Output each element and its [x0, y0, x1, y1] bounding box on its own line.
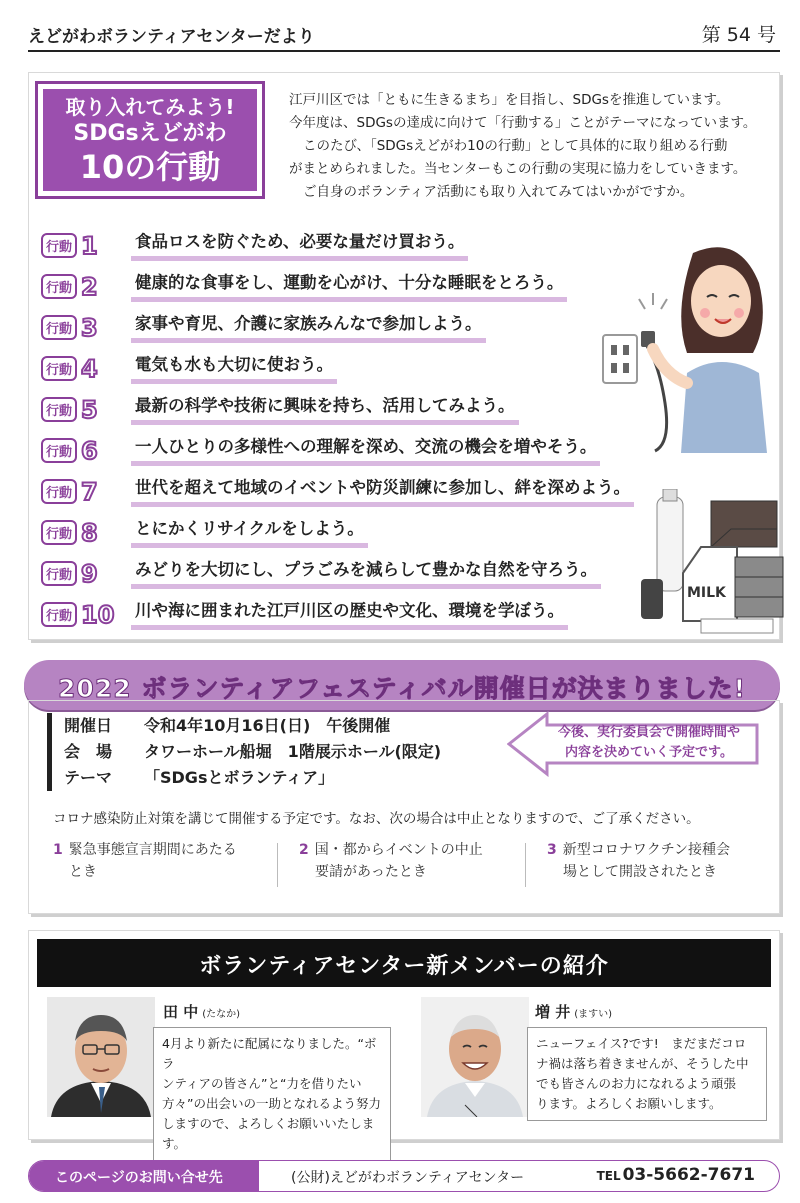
message-line: 方々”の出会いの一助となれるよう努力	[162, 1096, 381, 1111]
festival-info	[47, 713, 441, 791]
action-number: 6	[81, 436, 98, 465]
action-item	[41, 553, 701, 594]
action-number: 5	[81, 395, 98, 424]
theme-value: 「SDGsとボランティア」	[144, 768, 335, 787]
sdgs-intro	[289, 89, 775, 204]
contact-phone	[597, 1165, 755, 1185]
action-text: 最新の科学や技術に興味を持ち、活用してみよう。	[131, 395, 519, 425]
action-item	[41, 471, 701, 512]
member-photo	[421, 997, 529, 1117]
action-label: 行動	[41, 315, 77, 340]
issue-number: 第 54 号	[701, 24, 776, 46]
action-text: 電気も水も大切に使おう。	[131, 354, 337, 384]
action-label: 行動	[41, 274, 77, 299]
intro-line: このたび、「SDGsえどがわ10の行動」として具体的に取り組める行動	[303, 138, 728, 154]
condition-text: 国・都からイベントの中止	[314, 842, 483, 858]
festival-venue-row	[64, 739, 441, 765]
schedule-note	[507, 711, 761, 777]
venue-value: タワーホール船堀 1階展示ホール(限定)	[144, 742, 442, 761]
new-members-section	[28, 930, 780, 1151]
members-headline: ボランティアセンター新メンバーの紹介	[199, 954, 609, 979]
condition-number: 2	[299, 842, 309, 858]
contact-footer	[28, 1160, 780, 1192]
member-message	[527, 1027, 767, 1121]
intro-line: 今年度は、SDGsの達成に向けて「行動する」ことがテーマになっています。	[289, 115, 757, 131]
sdgs-title-line3: 10の行動	[79, 148, 221, 186]
member-photo	[47, 997, 155, 1117]
action-badge	[41, 602, 131, 628]
action-number: 7	[81, 477, 98, 506]
member-reading: (たなか)	[202, 1009, 241, 1020]
condition-text: 場として開設されたとき	[563, 864, 717, 880]
cancellation-notice: コロナ感染防止対策を講じて開催する予定です。なお、次の場合は中止となりますので、ご了承ください。	[53, 811, 700, 827]
action-number: 3	[81, 313, 98, 342]
sdgs-title-line1: 取り入れてみよう!	[65, 95, 235, 119]
action-badge	[41, 520, 131, 546]
action-label: 行動	[41, 356, 77, 381]
action-number: 8	[81, 518, 98, 547]
message-line: でも皆さんのお力になれるよう頑張	[536, 1076, 737, 1091]
festival-headline: 2022 ボランティアフェスティバル開催日が決まりました!	[58, 674, 746, 703]
action-text: 川や海に囲まれた江戸川区の歴史や文化、環境を学ぼう。	[131, 600, 568, 630]
action-badge	[41, 561, 131, 587]
action-badge	[41, 397, 131, 423]
date-value: 令和4年10月16日(日) 午後開催	[144, 716, 391, 735]
intro-line: がまとめられました。当センターもこの行動の実現に協力をしていきます。	[289, 161, 747, 177]
cancel-condition	[53, 839, 237, 883]
cancel-condition	[299, 839, 483, 883]
action-item	[41, 594, 701, 635]
action-number: 9	[81, 559, 98, 588]
action-number: 1	[81, 231, 98, 260]
action-label: 行動	[41, 520, 77, 545]
message-line: しますので、よろしくお願いいたします。	[162, 1116, 375, 1151]
action-label: 行動	[41, 438, 77, 463]
action-number: 2	[81, 272, 98, 301]
festival-section	[28, 700, 780, 914]
phone-prefix: TEL	[596, 1169, 621, 1183]
condition-number: 3	[547, 842, 557, 858]
action-item	[41, 512, 701, 553]
action-badge	[41, 438, 131, 464]
action-text: とにかくリサイクルをしよう。	[131, 518, 368, 548]
schedule-note-text	[507, 711, 761, 763]
note-line: 今後、実行委員会で開催時間や	[557, 725, 740, 740]
action-label: 行動	[41, 233, 77, 258]
action-number: 4	[81, 354, 98, 383]
member-name-text: 増 井	[535, 1003, 571, 1021]
action-badge	[41, 233, 131, 259]
message-line: ナ禍は落ち着きませんが、そうした中	[536, 1056, 749, 1071]
festival-date-row	[64, 713, 441, 739]
condition-text: とき	[69, 864, 97, 880]
member-reading: (ますい)	[574, 1009, 613, 1020]
sdgs-title-panel	[35, 81, 265, 199]
action-badge	[41, 315, 131, 341]
contact-label: このページのお問い合せ先	[29, 1161, 259, 1191]
venue-label: 会 場	[64, 742, 113, 761]
action-label: 行動	[41, 561, 77, 586]
condition-number: 1	[53, 842, 63, 858]
condition-text: 新型コロナワクチン接種会	[562, 842, 731, 858]
divider	[277, 843, 278, 887]
action-label: 行動	[41, 479, 77, 504]
member-name	[535, 1001, 612, 1022]
publication-title: えどがわボランティアセンターだより	[28, 27, 315, 47]
member-message	[153, 1027, 391, 1161]
member-name	[163, 1001, 240, 1022]
woman-unplugging-illustration	[589, 223, 769, 453]
message-line: ニューフェイス?です! まだまだコロ	[536, 1036, 747, 1051]
message-line: 4月より新たに配属になりました。“ボラ	[162, 1036, 377, 1071]
intro-line: 江戸川区では「ともに生きるまち」を目指し、SDGsを推進しています。	[289, 92, 730, 108]
sdgs-section	[28, 72, 780, 640]
message-line: ります。よろしくお願いします。	[536, 1096, 722, 1111]
action-text: 健康的な食事をし、運動を心がけ、十分な睡眠をとろう。	[131, 272, 567, 302]
action-text: 世代を超えて地域のイベントや防災訓練に参加し、絆を深めよう。	[131, 477, 634, 507]
action-text: 家事や育児、介護に家族みんなで参加しよう。	[131, 313, 486, 343]
action-badge	[41, 356, 131, 382]
sdgs-title-line2: SDGsえどがわ	[73, 121, 227, 146]
phone-number: 03-5662-7671	[622, 1165, 755, 1185]
action-text: 食品ロスを防ぐため、必要な量だけ買おう。	[131, 231, 468, 261]
message-line: ンティアの皆さん”と“力を借りたい	[162, 1076, 362, 1091]
cancel-condition	[547, 839, 730, 883]
theme-label: テーマ	[64, 768, 113, 787]
recyclables-illustration	[635, 489, 785, 639]
page-header	[28, 18, 780, 52]
condition-text: 緊急事態宣言期間にあたる	[68, 842, 237, 858]
intro-line: ご自身のボランティア活動にも取り入れてみてはいかがですか。	[303, 184, 694, 200]
contact-organization: (公財)えどがわボランティアセンター	[291, 1170, 525, 1186]
action-label: 行動	[41, 397, 77, 422]
divider	[525, 843, 526, 887]
note-line: 内容を決めていく予定です。	[565, 745, 733, 760]
action-label: 行動	[41, 602, 77, 627]
milk-carton-label: MILK	[687, 585, 726, 601]
action-badge	[41, 479, 131, 505]
member-name-text: 田 中	[163, 1003, 199, 1021]
action-number: 10	[81, 600, 115, 629]
members-header	[37, 939, 771, 987]
action-badge	[41, 274, 131, 300]
festival-theme-row	[64, 765, 441, 791]
action-text: 一人ひとりの多様性への理解を深め、交流の機会を増やそう。	[131, 436, 600, 466]
action-text: みどりを大切にし、プラごみを減らして豊かな自然を守ろう。	[131, 559, 601, 589]
date-label: 開催日	[64, 716, 113, 735]
condition-text: 要請があったとき	[315, 864, 427, 880]
